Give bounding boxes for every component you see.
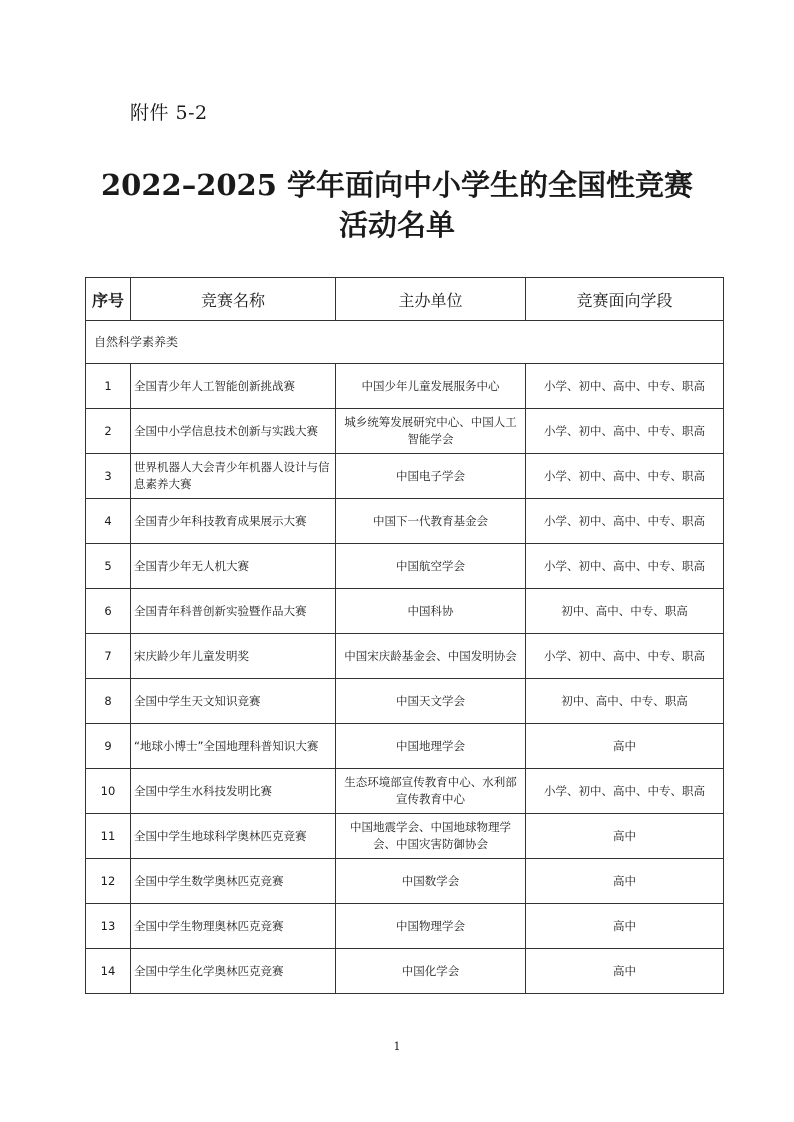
school-level: 小学、初中、高中、中专、职高 (526, 544, 724, 589)
school-level: 小学、初中、高中、中专、职高 (526, 499, 724, 544)
school-level: 初中、高中、中专、职高 (526, 589, 724, 634)
organizer: 中国物理学会 (336, 904, 526, 949)
row-number: 12 (86, 859, 131, 904)
school-level: 小学、初中、高中、中专、职高 (526, 364, 724, 409)
table-header-row (86, 278, 724, 321)
organizer: 中国电子学会 (336, 454, 526, 499)
organizer: 中国科协 (336, 589, 526, 634)
organizer: 中国地震学会、中国地球物理学会、中国灾害防御协会 (336, 814, 526, 859)
row-number: 2 (86, 409, 131, 454)
school-level: 初中、高中、中专、职高 (526, 679, 724, 724)
row-number: 1 (86, 364, 131, 409)
row-number: 11 (86, 814, 131, 859)
table-row (86, 499, 724, 544)
school-level: 高中 (526, 859, 724, 904)
table-row (86, 589, 724, 634)
competition-name: 世界机器人大会青少年机器人设计与信息素养大赛 (131, 454, 336, 499)
page-title-line2: 活动名单 (338, 208, 455, 242)
organizer: 中国数学会 (336, 859, 526, 904)
school-level: 高中 (526, 724, 724, 769)
row-number: 4 (86, 499, 131, 544)
table-row (86, 949, 724, 994)
competition-name: 全国青少年科技教育成果展示大赛 (131, 499, 336, 544)
school-level: 高中 (526, 904, 724, 949)
row-number: 7 (86, 634, 131, 679)
organizer: 城乡统筹发展研究中心、中国人工智能学会 (336, 409, 526, 454)
table-row (86, 904, 724, 949)
competition-name: 全国中学生天文知识竞赛 (131, 679, 336, 724)
category-row (86, 321, 724, 364)
organizer: 中国少年儿童发展服务中心 (336, 364, 526, 409)
column-header-organizer: 主办单位 (336, 278, 526, 321)
competition-name: 全国中学生化学奥林匹克竞赛 (131, 949, 336, 994)
page-number: 1 (393, 1040, 401, 1053)
table-row (86, 544, 724, 589)
column-header-number: 序号 (86, 278, 131, 321)
competition-name: 全国中学生地球科学奥林匹克竞赛 (131, 814, 336, 859)
table-row (86, 679, 724, 724)
table-row (86, 364, 724, 409)
table-row (86, 409, 724, 454)
table-row (86, 454, 724, 499)
row-number: 5 (86, 544, 131, 589)
competition-name: 全国青少年无人机大赛 (131, 544, 336, 589)
column-header-level: 竞赛面向学段 (526, 278, 724, 321)
organizer: 中国下一代教育基金会 (336, 499, 526, 544)
row-number: 8 (86, 679, 131, 724)
table-row (86, 814, 724, 859)
table-row (86, 634, 724, 679)
row-number: 14 (86, 949, 131, 994)
school-level: 小学、初中、高中、中专、职高 (526, 634, 724, 679)
competition-name: 全国青少年人工智能创新挑战赛 (131, 364, 336, 409)
school-level: 小学、初中、高中、中专、职高 (526, 409, 724, 454)
table-row (86, 724, 724, 769)
column-header-name: 竞赛名称 (131, 278, 336, 321)
row-number: 10 (86, 769, 131, 814)
row-number: 6 (86, 589, 131, 634)
competition-name: 全国中学生物理奥林匹克竞赛 (131, 904, 336, 949)
competition-name: 全国青年科普创新实验暨作品大赛 (131, 589, 336, 634)
row-number: 9 (86, 724, 131, 769)
competition-name: “地球小博士”全国地理科普知识大赛 (131, 724, 336, 769)
organizer: 中国航空学会 (336, 544, 526, 589)
school-level: 小学、初中、高中、中专、职高 (526, 769, 724, 814)
competition-name: 全国中学生数学奥林匹克竞赛 (131, 859, 336, 904)
school-level: 小学、初中、高中、中专、职高 (526, 454, 724, 499)
organizer: 中国天文学会 (336, 679, 526, 724)
organizer: 生态环境部宣传教育中心、水利部宣传教育中心 (336, 769, 526, 814)
organizer: 中国化学会 (336, 949, 526, 994)
competition-name: 全国中学生水科技发明比赛 (131, 769, 336, 814)
organizer: 中国地理学会 (336, 724, 526, 769)
school-level: 高中 (526, 814, 724, 859)
competition-name: 宋庆龄少年儿童发明奖 (131, 634, 336, 679)
row-number: 13 (86, 904, 131, 949)
category-label: 自然科学素养类 (86, 321, 724, 364)
table-row (86, 769, 724, 814)
organizer: 中国宋庆龄基金会、中国发明协会 (336, 634, 526, 679)
competition-name: 全国中小学信息技术创新与实践大赛 (131, 409, 336, 454)
school-level: 高中 (526, 949, 724, 994)
row-number: 3 (86, 454, 131, 499)
attachment-label: 附件 5-2 (130, 102, 208, 124)
page-title-line1: 2022–2025 学年面向中小学生的全国性竞赛 (100, 168, 694, 202)
table-row (86, 859, 724, 904)
competition-table (85, 277, 724, 994)
